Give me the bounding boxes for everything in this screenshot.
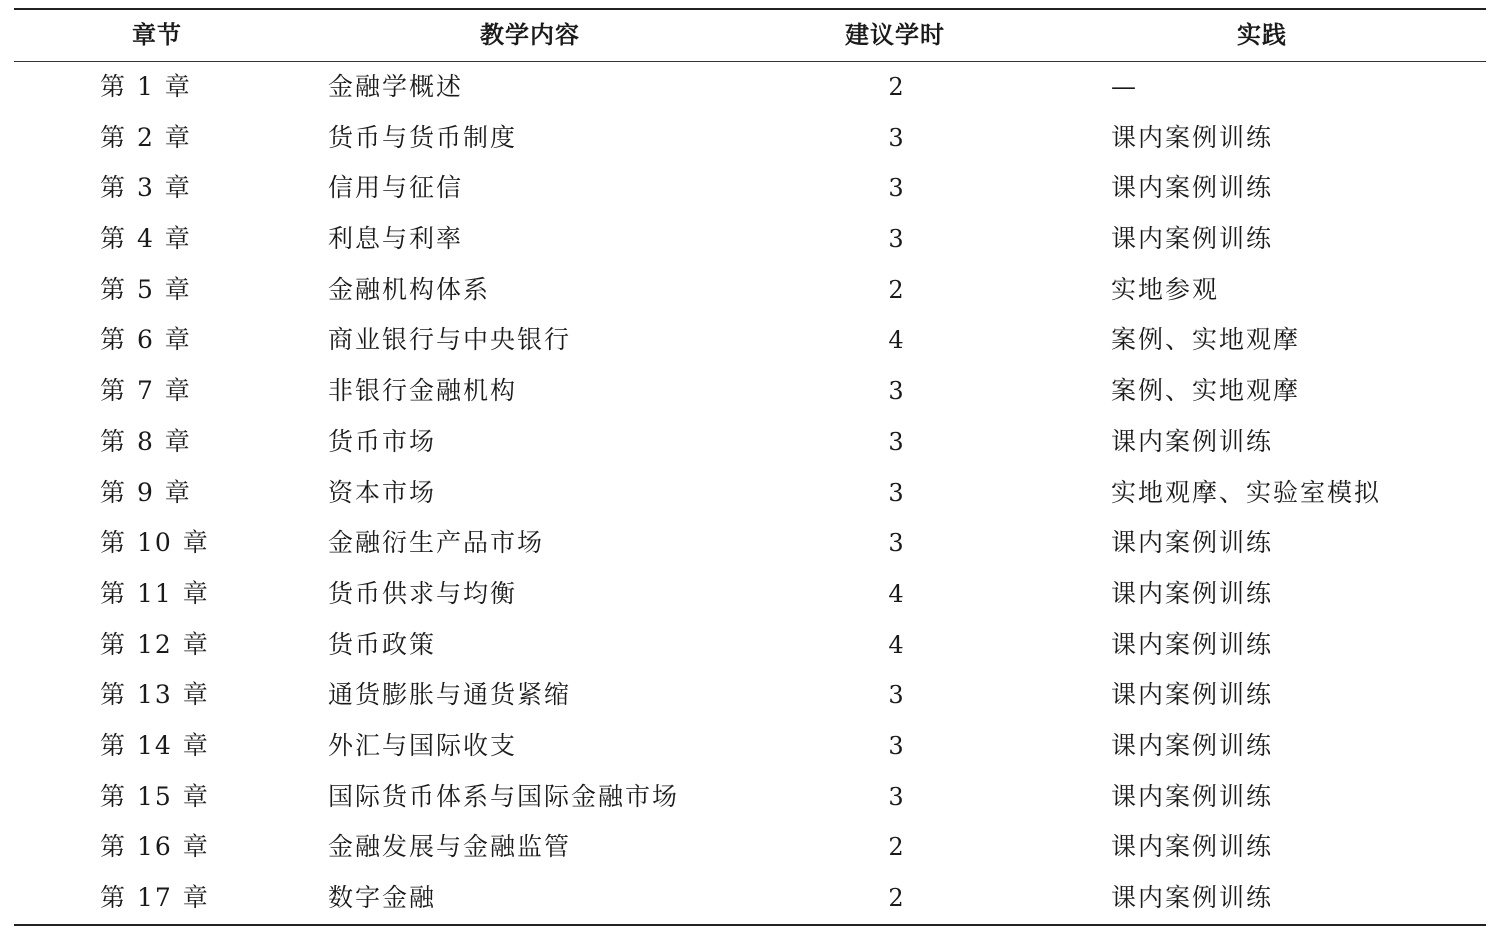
chapter-cell: 第 5 章 [100, 274, 192, 304]
chapter-cell: 第 12 章 [100, 629, 210, 659]
practice-cell: — [1111, 72, 1138, 101]
table-row [14, 113, 1486, 164]
table-row [14, 315, 1486, 366]
content-cell: 信用与征信 [328, 173, 464, 203]
table-row [14, 468, 1486, 519]
table-row [14, 163, 1486, 214]
table-row [14, 214, 1486, 265]
chapter-cell: 第 4 章 [100, 224, 192, 254]
schedule-table [14, 8, 1486, 926]
table-row [14, 417, 1486, 468]
hours-cell: 4 [888, 630, 904, 659]
practice-cell: 课内案例训练 [1111, 832, 1274, 862]
content-cell: 货币市场 [328, 426, 437, 456]
practice-cell: 课内案例训练 [1111, 122, 1274, 152]
chapter-cell: 第 9 章 [100, 477, 192, 507]
table-row [14, 822, 1486, 873]
hours-cell: 3 [888, 174, 904, 203]
chapter-cell: 第 3 章 [100, 173, 192, 203]
content-cell: 商业银行与中央银行 [328, 325, 572, 355]
practice-cell: 课内案例训练 [1111, 883, 1274, 912]
content-cell: 数字金融 [328, 883, 437, 912]
hours-cell: 4 [888, 326, 904, 355]
practice-cell: 课内案例训练 [1111, 224, 1274, 254]
content-cell: 货币供求与均衡 [328, 578, 518, 608]
table-row [14, 62, 1486, 113]
hours-cell: 2 [888, 833, 904, 862]
content-cell: 非银行金融机构 [328, 376, 518, 406]
chapter-cell: 第 17 章 [100, 883, 210, 912]
practice-cell: 课内案例训练 [1111, 528, 1274, 558]
content-cell: 金融发展与金融监管 [328, 832, 572, 862]
chapter-cell: 第 6 章 [100, 325, 192, 355]
hours-cell: 2 [888, 275, 904, 304]
table-row [14, 569, 1486, 620]
header-content: 教学内容 [480, 21, 580, 49]
chapter-cell: 第 1 章 [100, 72, 192, 101]
chapter-cell: 第 2 章 [100, 122, 192, 152]
practice-cell: 实地参观 [1111, 274, 1220, 304]
chapter-cell: 第 8 章 [100, 426, 192, 456]
chapter-cell: 第 10 章 [100, 528, 210, 558]
table-row [14, 366, 1486, 417]
content-cell: 资本市场 [328, 477, 437, 507]
table-body [14, 62, 1486, 924]
content-cell: 通货膨胀与通货紧缩 [328, 680, 572, 710]
practice-cell: 课内案例训练 [1111, 730, 1274, 760]
hours-cell: 3 [888, 123, 904, 152]
content-cell: 利息与利率 [328, 224, 464, 254]
hours-cell: 2 [888, 73, 904, 101]
hours-cell: 3 [888, 782, 904, 811]
content-cell: 国际货币体系与国际金融市场 [328, 781, 680, 811]
practice-cell: 课内案例训练 [1111, 426, 1274, 456]
chapter-cell: 第 11 章 [100, 578, 210, 608]
hours-cell: 3 [888, 427, 904, 456]
header-practice: 实践 [1237, 21, 1287, 49]
hours-cell: 4 [888, 579, 904, 608]
hours-cell: 3 [888, 681, 904, 710]
chapter-cell: 第 16 章 [100, 832, 210, 862]
hours-cell: 3 [888, 478, 904, 507]
table-row [14, 873, 1486, 924]
hours-cell: 3 [888, 731, 904, 760]
table-row [14, 670, 1486, 721]
table-row [14, 265, 1486, 316]
content-cell: 货币政策 [328, 629, 437, 659]
practice-cell: 案例、实地观摩 [1111, 376, 1301, 406]
practice-cell: 课内案例训练 [1111, 781, 1274, 811]
hours-cell: 3 [888, 225, 904, 254]
header-hours: 建议学时 [845, 21, 945, 49]
table-row [14, 772, 1486, 823]
hours-cell: 3 [888, 529, 904, 558]
content-cell: 货币与货币制度 [328, 122, 518, 152]
header-chapter: 章节 [132, 21, 182, 49]
practice-cell: 课内案例训练 [1111, 629, 1274, 659]
practice-cell: 课内案例训练 [1111, 680, 1274, 710]
practice-cell: 课内案例训练 [1111, 578, 1274, 608]
content-cell: 外汇与国际收支 [328, 730, 518, 760]
chapter-cell: 第 15 章 [100, 781, 210, 811]
table-bottom-rule [14, 924, 1486, 926]
table-row [14, 620, 1486, 671]
practice-cell: 案例、实地观摩 [1111, 325, 1301, 355]
content-cell: 金融机构体系 [328, 274, 491, 304]
table-row [14, 518, 1486, 569]
content-cell: 金融学概述 [328, 72, 464, 101]
practice-cell: 实地观摩、实验室模拟 [1111, 477, 1382, 507]
hours-cell: 2 [888, 884, 904, 912]
hours-cell: 3 [888, 377, 904, 406]
table-header-row [14, 10, 1486, 61]
table-row [14, 721, 1486, 772]
chapter-cell: 第 7 章 [100, 376, 192, 406]
chapter-cell: 第 13 章 [100, 680, 210, 710]
content-cell: 金融衍生产品市场 [328, 528, 545, 558]
chapter-cell: 第 14 章 [100, 730, 210, 760]
practice-cell: 课内案例训练 [1111, 173, 1274, 203]
